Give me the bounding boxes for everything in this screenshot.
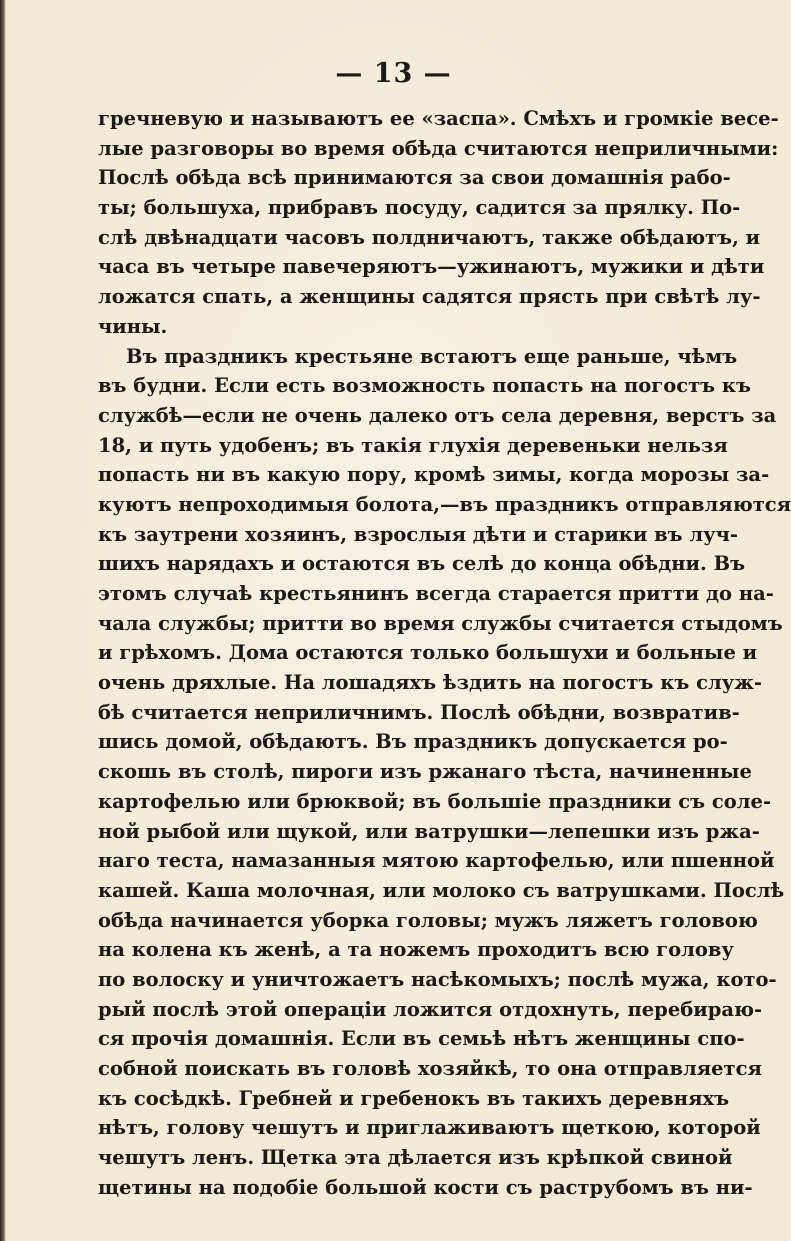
text-line: обѣда начинается уборка головы; мужъ ляжетъ головою (98, 908, 758, 932)
text-line: этомъ случаѣ крестьянинъ всегда старается притти до на- (98, 582, 774, 605)
text-line: ся прочія домашнія. Если въ семьѣ нѣтъ женщины спо- (98, 1027, 745, 1051)
text-line: чала службы; притти во время службы считается стыдомъ (98, 611, 783, 635)
text-line: ной рыбой или щукой, или ватрушки—лепешки изъ ржа- (98, 819, 760, 843)
text-line: ложатся спать, а женщины садятся прясть при свѣтѣ лу- (98, 285, 761, 309)
text-line: кашей. Каша молочная, или молоко съ ватрушками. Послѣ (98, 878, 785, 902)
text-line: щетины на подобіе большой кости съ раструбомъ въ ни- (98, 1175, 753, 1199)
text-line: часа въ четыре павечеряютъ—ужинаютъ, мужики и дѣти (98, 255, 765, 279)
text-line: гречневую и называютъ ее «заспа». Смѣхъ и громкіе весе- (98, 107, 779, 130)
text-line: по волоску и уничтожаетъ насѣкомыхъ; послѣ мужа, кото- (98, 967, 777, 991)
body-text (98, 104, 791, 1202)
text-line: попасть ни въ какую пору, кромѣ зимы, когда морозы за- (98, 463, 770, 487)
text-line: собной поискать въ головѣ хозяйкѣ, то она отправляется (98, 1057, 762, 1080)
text-line: въ будни. Если есть возможность попасть на погостъ къ (98, 374, 751, 398)
binding-edge (0, 0, 6, 1241)
text-line: шись домой, обѣдаютъ. Въ праздникъ допускается ро- (98, 730, 728, 754)
text-line: Въ праздникъ крестьяне встаютъ еще раньше, чѣмъ (126, 344, 738, 368)
text-line: очень дряхлые. На лошадяхъ ѣздить на погостъ къ служ- (98, 671, 762, 695)
text-line: на колена къ женѣ, а та ножемъ проходитъ всю голову (98, 938, 734, 962)
text-line: слѣ двѣнадцати часовъ полдничаютъ, также обѣдаютъ, и (98, 225, 761, 249)
text-line: къ сосѣдкѣ. Гребней и гребенокъ въ такихъ деревняхъ (98, 1086, 730, 1110)
page-number: — 13 — (335, 58, 452, 89)
text-line: скошь въ столѣ, пироги изъ ржанаго тѣста, начиненные (98, 760, 752, 784)
text-line: къ заутрени хозяинъ, взрослыя дѣти и старики въ луч- (98, 522, 739, 546)
text-line: рый послѣ этой операціи ложится отдохнуть, перебираю- (98, 997, 763, 1021)
text-line: чешутъ ленъ. Щетка эта дѣлается изъ крѣпкой свиной (98, 1146, 733, 1170)
text-line: 18, и путь удобенъ; въ такія глухія деревеньки нельзя (98, 433, 728, 457)
text-line: лые разговоры во время обѣда считаются неприличными: (98, 136, 779, 160)
text-line: наго теста, намазанныя мятою картофелью, или пшенной (98, 849, 775, 873)
text-line: бѣ считается неприличнимъ. Послѣ обѣдни, возвратив- (98, 700, 740, 724)
text-line: картофелью или брюквой; въ большіе праздники съ соле- (98, 789, 772, 813)
text-line: Послѣ обѣда всѣ принимаются за свои домашнія рабо- (98, 166, 731, 190)
text-line: шихъ нарядахъ и остаются въ селѣ до конца обѣдни. Въ (98, 552, 746, 576)
text-line: чины. (98, 314, 168, 338)
text-line: службѣ—если не очень далеко отъ села деревня, верстъ за (98, 403, 777, 427)
text-line: куютъ непроходимыя болота,—въ праздникъ отправляются (98, 492, 791, 516)
text-line: ты; большуха, прибравъ посуду, садится за прялку. По- (98, 196, 741, 220)
text-line: нѣтъ, голову чешутъ и приглаживаютъ щеткою, которой (98, 1116, 761, 1140)
text-line: и грѣхомъ. Дома остаются только большухи и больные и (98, 641, 758, 665)
